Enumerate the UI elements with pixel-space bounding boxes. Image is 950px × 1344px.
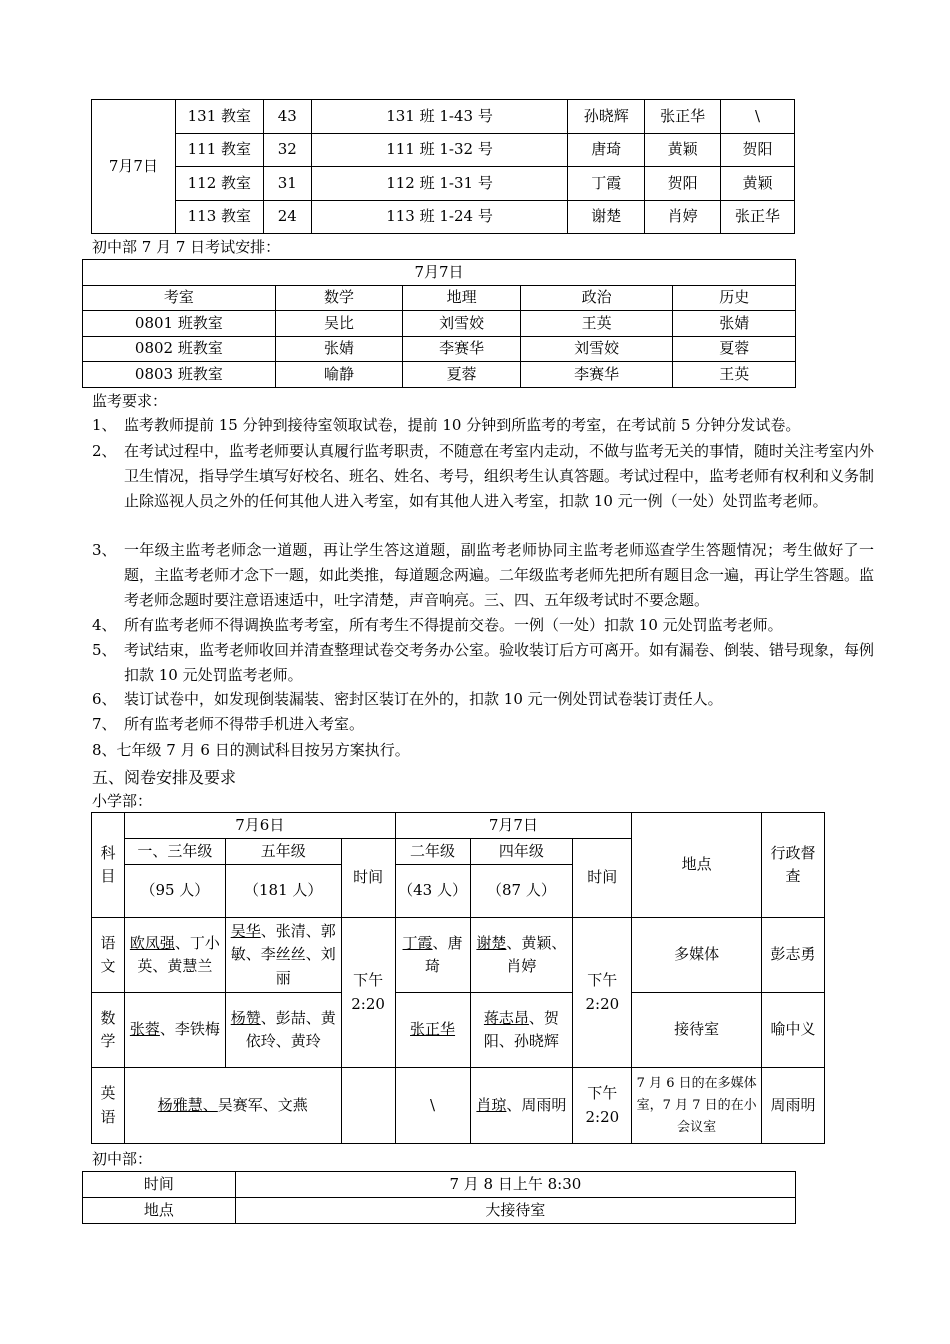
lead-grader: 蒋志昂 <box>483 1008 529 1027</box>
t2-header: 地理 <box>403 286 520 311</box>
place-cell: 多媒体 <box>632 918 762 993</box>
t2-header: 数学 <box>275 286 403 311</box>
t2-cell: 喻静 <box>275 362 403 388</box>
graders: 、李铁梅 <box>159 1020 220 1039</box>
requirement-number: 5、 <box>92 641 117 659</box>
t1-cell: 113 班 1-24 号 <box>311 201 568 234</box>
t1-cell: 唐琦 <box>568 134 645 167</box>
t1-cell: 24 <box>263 201 311 234</box>
time-header: 时间 <box>573 839 632 918</box>
requirements-title: 监考要求： <box>92 392 168 410</box>
grade-header: 四年级 <box>470 839 573 865</box>
t1-cell: 131 班 1-43 号 <box>311 100 568 134</box>
t1-cell: 32 <box>263 134 311 167</box>
t1-cell: 孙晓辉 <box>568 100 645 134</box>
graders: 、彭喆、黄依玲、黄玲 <box>245 1008 336 1050</box>
t1-date: 7月7日 <box>92 100 176 234</box>
grader-cell <box>124 1068 341 1144</box>
grader-cell <box>225 918 341 993</box>
t2-cell: 夏蓉 <box>673 337 796 362</box>
t1-cell: 113 教室 <box>175 201 263 234</box>
requirement-number: 2、 <box>92 442 117 460</box>
junior-exam-table <box>82 259 796 388</box>
lead-grader: 张正华 <box>410 1020 456 1039</box>
place-value: 大接待室 <box>235 1198 795 1224</box>
requirement-text: 所有监考老师不得带手机进入考室。 <box>124 715 365 733</box>
admin-cell: 喻中义 <box>762 993 825 1068</box>
place-label: 地点 <box>83 1198 236 1224</box>
place-header: 地点 <box>632 813 762 918</box>
requirement-number: 7、 <box>92 715 117 733</box>
requirement-text: 所有监考老师不得调换监考考室，所有考生不得提前交卷。一例（一处）扣款 10 元处罚监考老师。 <box>124 616 783 634</box>
grader-cell <box>124 918 225 993</box>
graders: 、唐琦 <box>425 933 463 975</box>
grader-cell <box>124 993 225 1068</box>
t1-cell: 112 教室 <box>175 167 263 201</box>
lead-grader: 谢楚 <box>476 933 507 952</box>
requirement-item <box>92 613 874 638</box>
grade-count: （95 人） <box>124 865 225 918</box>
t2-cell: 0803 班教室 <box>83 362 276 388</box>
requirement-text: 一年级主监考老师念一道题，再让学生答这道题，副监考老师协同主监考老师巡查学生答题情况；考生做好了一题，主监考老师才念下一题，如此类推，每道题念两遍。二年级监考老师先把所有题目念一遍，再让学生答题。监考老师念题时要注意语速适中，吐字清楚，声音响亮。三、四、五年级考试时不要念题。 <box>124 541 875 609</box>
t1-cell: 43 <box>263 100 311 134</box>
requirement-item <box>92 439 874 514</box>
time-value: 7 月 8 日上午 8:30 <box>235 1172 795 1198</box>
time-label: 时间 <box>83 1172 236 1198</box>
t1-cell: 贺阳 <box>721 134 795 167</box>
graders: 、张清、郭敏、李丝丝、刘丽 <box>230 922 336 987</box>
lead-grader: 丁霞 <box>402 933 433 952</box>
graders: 、丁小英、黄慧兰 <box>137 933 220 975</box>
subject-math: 数学 <box>92 993 125 1068</box>
primary-caption: 小学部： <box>92 792 153 810</box>
graders: 、黄颖、肖婷 <box>506 933 567 975</box>
t1-cell: 肖婷 <box>645 201 721 234</box>
t2-cell: 张婧 <box>673 311 796 337</box>
grader-cell <box>470 993 573 1068</box>
graders: 、贺阳、孙晓辉 <box>483 1008 559 1050</box>
grade-count: （43 人） <box>395 865 470 918</box>
t1-cell: \ <box>721 100 795 134</box>
t1-cell: 31 <box>263 167 311 201</box>
requirement-item <box>92 712 874 737</box>
grading-table <box>91 812 825 1144</box>
lead-grader: 肖琼 <box>476 1095 507 1114</box>
requirement-item <box>92 638 874 688</box>
t2-header: 考室 <box>83 286 276 311</box>
requirement-item <box>92 687 874 712</box>
grade-header: 一、三年级 <box>124 839 225 865</box>
requirement-text: 装订试卷中，如发现倒装漏装、密封区装订在外的，扣款 10 元一例处罚试卷装订责任人。 <box>124 690 723 708</box>
junior-caption-2: 初中部： <box>92 1150 153 1168</box>
t2-cell: 吴比 <box>275 311 403 337</box>
time-cell-empty <box>341 1068 395 1144</box>
admin-cell: 彭志勇 <box>762 918 825 993</box>
t1-cell: 张正华 <box>721 201 795 234</box>
graders: 、周雨明 <box>506 1095 567 1114</box>
time-cell: 下午 2:20 <box>341 918 395 1068</box>
time-cell: 下午 2:20 <box>573 1068 632 1144</box>
section-heading: 五、阅卷安排及要求 <box>92 768 237 787</box>
time-cell: 下午 2:20 <box>573 918 632 1068</box>
grader-cell: \ <box>395 1068 470 1144</box>
t1-cell: 贺阳 <box>645 167 721 201</box>
t2-cell: 李赛华 <box>403 337 520 362</box>
admin-cell: 周雨明 <box>762 1068 825 1144</box>
t1-cell: 111 班 1-32 号 <box>311 134 568 167</box>
graders: 吴赛军、文燕 <box>217 1095 308 1114</box>
grade-header: 二年级 <box>395 839 470 865</box>
place-cell: 接待室 <box>632 993 762 1068</box>
grader-cell <box>470 1068 573 1144</box>
t2-cell: 王英 <box>520 311 673 337</box>
t2-cell: 0801 班教室 <box>83 311 276 337</box>
date6-header: 7月6日 <box>124 813 395 839</box>
grader-cell <box>225 993 341 1068</box>
subject-header: 科目 <box>92 813 125 918</box>
lead-grader: 欧凤强 <box>129 933 175 952</box>
time-header: 时间 <box>341 839 395 918</box>
exam-room-table <box>91 99 795 234</box>
grade-count: （87 人） <box>470 865 573 918</box>
t1-cell: 131 教室 <box>175 100 263 134</box>
requirement-number: 6、 <box>92 690 117 708</box>
lead-grader: 杨赞 <box>230 1008 261 1027</box>
t1-cell: 黄颖 <box>721 167 795 201</box>
requirement-number: 1、 <box>92 416 117 434</box>
t2-header: 政治 <box>520 286 673 311</box>
subject-english: 英语 <box>92 1068 125 1144</box>
requirement-number: 4、 <box>92 616 117 634</box>
t2-cell: 王英 <box>673 362 796 388</box>
grader-cell <box>470 918 573 993</box>
junior-grading-table <box>82 1171 796 1224</box>
requirement-text: 考试结束，监考老师收回并清查整理试卷交考务办公室。验收装订后方可离开。如有漏卷、倒装、错号现象，每例扣款 10 元处罚监考老师。 <box>124 641 875 684</box>
subject-chinese: 语文 <box>92 918 125 993</box>
requirement-8: 8、七年级 7 月 6 日的测试科目按另方案执行。 <box>92 741 410 759</box>
junior-caption: 初中部 7 月 7 日考试安排： <box>92 238 281 256</box>
date7-header: 7月7日 <box>395 813 632 839</box>
t2-cell: 李赛华 <box>520 362 673 388</box>
t2-cell: 夏蓉 <box>403 362 520 388</box>
grade-header: 五年级 <box>225 839 341 865</box>
grade-count: （181 人） <box>225 865 341 918</box>
t2-date: 7月7日 <box>83 260 796 286</box>
lead-grader: 杨雅慧、 <box>157 1095 218 1114</box>
t1-cell: 112 班 1-31 号 <box>311 167 568 201</box>
t1-cell: 111 教室 <box>175 134 263 167</box>
requirement-number: 3、 <box>92 541 117 559</box>
lead-grader: 吴华 <box>230 922 261 941</box>
requirement-item <box>92 538 874 613</box>
lead-grader: 张蓉 <box>129 1020 160 1039</box>
admin-header: 行政督查 <box>762 813 825 918</box>
t2-cell: 刘雪姣 <box>520 337 673 362</box>
t1-cell: 谢楚 <box>568 201 645 234</box>
grader-cell <box>395 918 470 993</box>
t1-cell: 黄颖 <box>645 134 721 167</box>
place-cell: 7 月 6 日的在多媒体室，7 月 7 日的在小会议室 <box>632 1068 762 1144</box>
requirement-text: 在考试过程中，监考老师要认真履行监考职责，不随意在考室内走动，不做与监考无关的事情，随时关注考室内外卫生情况，指导学生填写好校名、班名、姓名、考号，组织考生认真答题。考试过程中，监考老师有权利和义务制止除巡视人员之外的任何其他人进入考室，如有其他人进入考室，扣款 10 元一例（一处）处罚监考老师。 <box>124 442 875 510</box>
requirement-text: 监考教师提前 15 分钟到接待室领取试卷，提前 10 分钟到所监考的考室，在考试前 5 分钟分发试卷。 <box>124 416 801 434</box>
t1-cell: 丁霞 <box>568 167 645 201</box>
t2-header: 历史 <box>673 286 796 311</box>
requirement-item <box>92 413 874 438</box>
t1-cell: 张正华 <box>645 100 721 134</box>
t2-cell: 0802 班教室 <box>83 337 276 362</box>
t2-cell: 刘雪姣 <box>403 311 520 337</box>
t2-cell: 张婧 <box>275 337 403 362</box>
grader-cell <box>395 993 470 1068</box>
